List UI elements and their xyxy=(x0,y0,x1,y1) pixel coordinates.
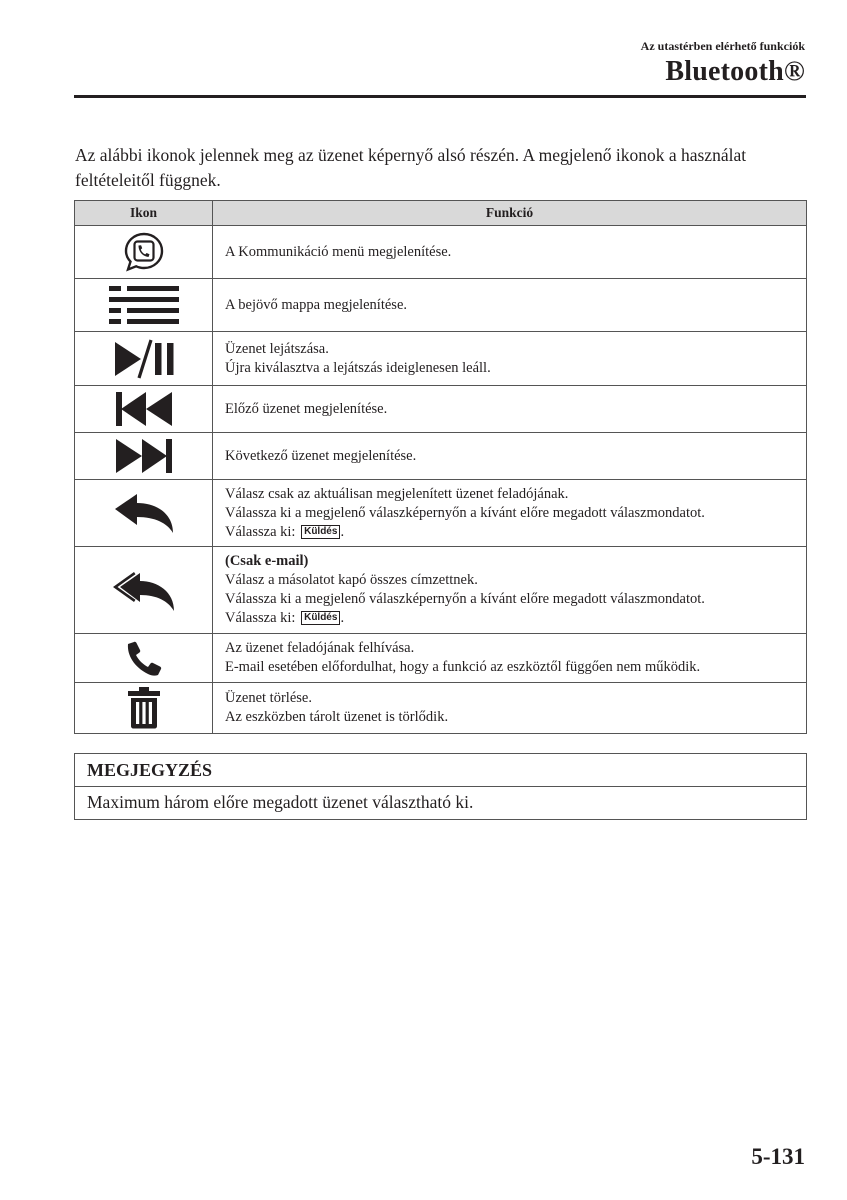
function-text: Az eszközben tárolt üzenet is törlődik. xyxy=(225,709,449,725)
table-row xyxy=(75,433,807,480)
function-text: Üzenet törlése. xyxy=(225,690,312,706)
table-row xyxy=(75,683,807,734)
trash-icon xyxy=(127,687,161,729)
function-text: Válassza ki: xyxy=(225,523,296,540)
function-text: Válassza ki a megjelenő válaszképernyőn a kívánt előre megadott válaszmondatot. xyxy=(225,591,705,607)
table-header-row xyxy=(75,201,807,226)
column-header-icon: Ikon xyxy=(75,201,213,226)
function-text: A bejövő mappa megjelenítése. xyxy=(225,296,408,313)
reply-all-icon xyxy=(112,568,176,612)
send-button-label: Küldés xyxy=(301,525,340,539)
next-icon xyxy=(116,438,172,474)
table-row xyxy=(75,332,807,386)
previous-icon xyxy=(116,391,172,427)
function-text: Következő üzenet megjelenítése. xyxy=(225,447,417,464)
inbox-list-icon xyxy=(109,284,179,326)
page-number: 5-131 xyxy=(751,1144,805,1169)
table-row: (Csak e-mail) Válasz a másolatot kapó összes címzettnek. Válassza ki a megjelenő válaszképernyőn a kívánt előre megadott válaszmondatot. Válassza ki: Küldés . xyxy=(75,547,807,634)
function-text: A Kommunikáció menü megjelenítése. xyxy=(225,243,452,260)
function-text: Válassza ki: xyxy=(225,610,296,626)
page-title: Bluetooth® xyxy=(665,56,805,87)
table-row xyxy=(75,386,807,433)
function-text: Válasz csak az aktuálisan megjelenített üzenet feladójának. xyxy=(225,485,569,502)
function-text: Az üzenet feladójának felhívása. xyxy=(225,640,415,656)
function-note-bold: (Csak e-mail) xyxy=(225,553,309,569)
reply-icon xyxy=(113,492,175,534)
function-text: Újra kiválasztva a lejátszás ideiglenesen leáll. xyxy=(225,359,491,376)
header-rule xyxy=(74,95,806,98)
section-title: Az utastérben elérhető funkciók xyxy=(640,39,805,53)
table-row xyxy=(75,226,807,279)
note-box xyxy=(74,753,807,820)
function-text: Üzenet lejátszása. xyxy=(225,340,329,357)
function-text: E-mail esetében előfordulhat, hogy a funkció az eszköztől függően nem működik. xyxy=(225,659,701,675)
function-text: Válasz a másolatot kapó összes címzettnek. xyxy=(225,572,478,588)
column-header-function: Funkció xyxy=(213,201,807,226)
table-row: Válasz csak az aktuálisan megjelenített üzenet feladójának. Válassza ki a megjelenő válaszképernyőn a kívánt előre megadott válaszmondatot. Válassza ki: Küldés . xyxy=(75,480,807,547)
phone-icon xyxy=(124,638,164,678)
note-title: MEGJEGYZÉS xyxy=(75,754,806,787)
send-button-label: Küldés xyxy=(301,611,340,625)
intro-paragraph: Az alábbi ikonok jelennek meg az üzenet képernyő alsó részén. A megjelenő ikonok a használat feltételeitől függnek. xyxy=(75,145,747,190)
communication-icon xyxy=(123,231,165,273)
function-text: Válassza ki a megjelenő válaszképernyőn a kívánt előre megadott válaszmondatot. xyxy=(225,504,705,521)
table-row xyxy=(75,634,807,683)
play-pause-icon xyxy=(113,339,175,379)
note-body: Maximum három előre megadott üzenet választható ki. xyxy=(87,792,474,812)
table-row xyxy=(75,279,807,332)
icon-table xyxy=(74,200,807,734)
function-text: Előző üzenet megjelenítése. xyxy=(225,400,388,417)
